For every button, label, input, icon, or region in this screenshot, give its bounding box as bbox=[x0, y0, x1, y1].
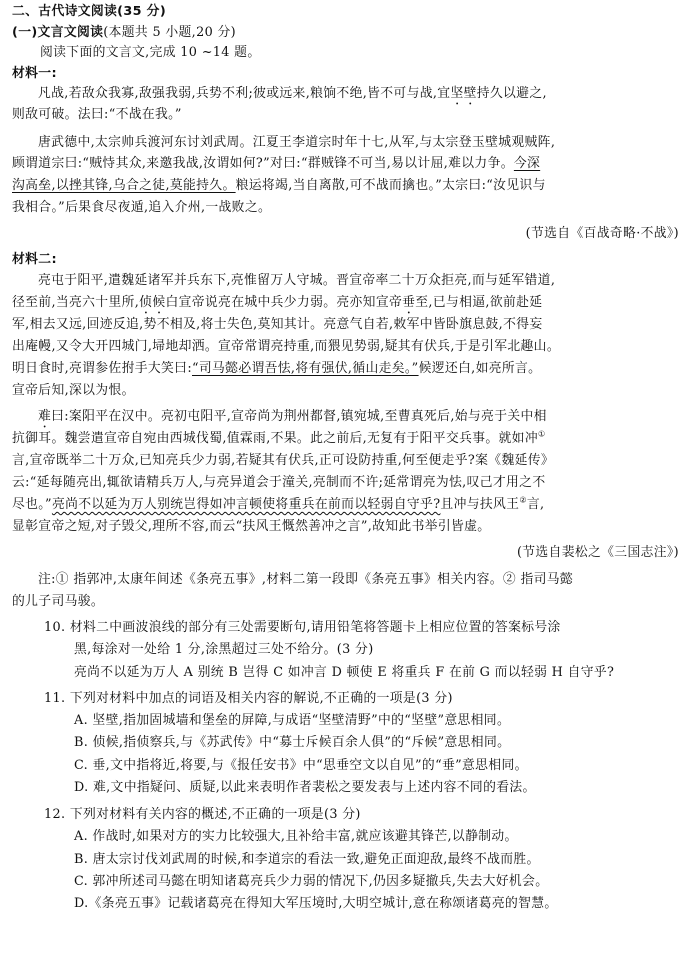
m1-source: (节选自《百战奇略·不战》) bbox=[525, 226, 679, 241]
subsection-title-rest: (本题共 5 小题,20 分) bbox=[103, 25, 236, 40]
m2-text: 明日食时,亮谓参佐拊手大笑曰: bbox=[12, 361, 192, 376]
wavy-underlined-sentence: 亮尚不以延为万人别统岂得如冲言顿使将重兵在前而以轻弱自守乎? bbox=[51, 497, 441, 512]
material-2-heading: 材料二: bbox=[12, 252, 57, 267]
option-d: D. 难,文中指疑问、质疑,以此来表明作者裴松之要发表与上述内容不同的看法。 bbox=[74, 780, 536, 795]
m2-line bbox=[38, 407, 547, 431]
m1-text: 凡战,若敌众我寡,敌强我弱,兵势不利;彼或远来,粮饷不绝,皆不可与战,宜 bbox=[38, 86, 451, 101]
material-1-heading: 材料一: bbox=[12, 66, 57, 81]
question-number: 12. bbox=[44, 807, 66, 822]
question-stem: 下列对材料中加点的词语及相关内容的解说,不正确的一项是(3 分) bbox=[69, 691, 453, 706]
m2-line: 宣帝后知,深以为恨。 bbox=[12, 383, 135, 398]
option-d: D.《条亮五事》记载诸葛亮在得知大军压境时,大明空城计,意在称颂诸葛亮的智慧。 bbox=[74, 896, 558, 911]
m2-line: 出庵幔,又令大开四城门,埽地却洒。宣帝常谓亮持重,而猥见势弱,疑其有伏兵,于是引军北趣山。 bbox=[12, 339, 560, 354]
m2-text: 曰:案阳平在汉中。亮初屯阳平,宣帝尚为荆州都督,镇宛城,至曹真死后,始与亮于关中相 bbox=[51, 409, 547, 424]
m2-line: 军,相去又远,回迹反追,势不相及,将士失色,莫知其计。亮意气自若,敕军中皆卧旗息鼓,不得妄 bbox=[12, 317, 543, 332]
m2-text: 言, bbox=[526, 497, 545, 512]
m2-line: 亮屯于阳平,遣魏延诸军并兵东下,亮惟留万人守城。晋宣帝率二十万众拒亮,而与延军错道, bbox=[38, 273, 556, 288]
m2-text: 且冲与扶风王 bbox=[440, 497, 520, 512]
option-b: B. 侦候,指侦察兵,与《苏武传》中“募士斥候百余人俱”的“斥候”意思相同。 bbox=[74, 735, 511, 750]
question-number: 10. bbox=[44, 620, 66, 635]
option-c: C. 郭冲所述司马懿在明知诸葛亮兵少力弱的情况下,仍因多疑撤兵,失去大好机会。 bbox=[74, 874, 549, 889]
dotted-word-jianbi: 坚壁 bbox=[450, 86, 477, 101]
m1-text: 顾谓道宗曰:“贼恃其众,来邀我战,汝谓如何?”对曰:“群贼锋不可当,易以计屈,难以力争。 bbox=[12, 156, 514, 171]
question-12 bbox=[44, 805, 361, 824]
dotted-word-zhenhou: 侦候 bbox=[139, 295, 166, 310]
footnote-marker: ① bbox=[537, 429, 546, 439]
dotted-word-nan: 难 bbox=[38, 409, 52, 424]
m2-source: (节选自裴松之《三国志注》) bbox=[516, 545, 679, 560]
m2-line bbox=[12, 359, 541, 378]
question-10-line: 黑,每涂对一处给 1 分,涂黑超过三处不给分。(3 分) bbox=[74, 642, 374, 657]
m2-line bbox=[12, 495, 544, 514]
underlined-sentence: 今深 bbox=[513, 156, 541, 171]
m2-line: 云:“延每随亮出,辄欲请精兵万人,与亮异道会于潼关,亮制而不许;延常谓亮为怯,叹己才用之不 bbox=[12, 475, 546, 490]
footnote-line: 的儿子司马骏。 bbox=[12, 594, 105, 609]
footnote-marker: ② bbox=[519, 495, 527, 505]
m2-line: 显彰宣帝之短,对子毁父,理所不容,而云“扶风王慨然善冲之言”,故知此书举引皆虚。 bbox=[12, 519, 491, 534]
m2-line: 言,宣帝既举二十万众,已知亮兵少力弱,若疑其有伏兵,正可设防持重,何至便走乎?案《魏延传》 bbox=[12, 453, 555, 468]
option-a: A. 作战时,如果对方的实力比较强大,且补给丰富,就应该避其锋芒,以静制动。 bbox=[74, 829, 518, 844]
instruction-text: 阅读下面的文言文,完成 10 ~14 题。 bbox=[40, 45, 261, 60]
underlined-sentence: “司马懿必谓吾怯,将有强伏,循山走矣。” bbox=[192, 361, 419, 376]
m1-line: 我相合。”后果食尽夜遁,追入介州,一战败之。 bbox=[12, 200, 272, 215]
m2-text: 至,已与相逼,欲前赴延 bbox=[415, 295, 543, 310]
m2-line bbox=[12, 429, 546, 448]
dotted-word-chui: 垂 bbox=[402, 295, 416, 310]
question-10-sentence: 亮尚不以延为万人 A 别统 B 岂得 C 如冲言 D 顿使 E 将重兵 F 在前 G 而以轻弱 H 自守乎? bbox=[74, 665, 615, 680]
subsection-title-bold: (一)文言文阅读 bbox=[12, 25, 104, 40]
m1-line bbox=[12, 154, 540, 173]
option-a: A. 坚壁,指加固城墙和堡垒的屏障,与成语“坚壁清野”中的“坚壁”意思相同。 bbox=[74, 713, 511, 728]
question-stem: 材料二中画波浪线的部分有三处需要断句,请用铅笔将答题卡上相应位置的答案标号涂 bbox=[69, 620, 561, 635]
m2-text: 尽也。” bbox=[12, 497, 52, 512]
m2-line bbox=[12, 293, 542, 317]
question-10 bbox=[44, 618, 561, 637]
m2-text: 候逻还白,如亮所言。 bbox=[418, 361, 542, 376]
question-stem: 下列对材料有关内容的概述,不正确的一项是(3 分) bbox=[69, 807, 361, 822]
m1-text: 粮运将竭,当自离散,可不战而擒也。”太宗曰:“汝见识与 bbox=[235, 178, 546, 193]
question-11 bbox=[44, 689, 453, 708]
m1-text: 持久以避之, bbox=[476, 86, 547, 101]
option-c: C. 垂,文中指将近,将要,与《报任安书》中“思垂空文以自见”的“垂”意思相同。 bbox=[74, 758, 528, 773]
underlined-sentence: 沟高垒,以挫其锋,乌合之徒,莫能持久。 bbox=[12, 178, 236, 193]
question-number: 11. bbox=[44, 691, 66, 706]
m2-text: 白宣帝说亮在城中兵少力弱。亮亦知宣帝 bbox=[165, 295, 403, 310]
option-b: B. 唐太宗讨伐刘武周的时候,和李道宗的看法一致,避免正面迎敌,最终不战而胜。 bbox=[74, 852, 540, 867]
m1-line: 则敌可破。法曰:“不战在我。” bbox=[12, 107, 182, 122]
m2-text: 抗御耳。魏尝遣宣帝自宛由西城伐蜀,值霖雨,不果。此之前后,无复有于阳平交兵事。就如冲 bbox=[12, 431, 538, 446]
footnote-line: 注:① 指郭冲,太康年间述《条亮五事》,材料二第一段即《条亮五事》相关内容。② 指司马懿 bbox=[38, 572, 574, 587]
subsection-title bbox=[12, 23, 236, 42]
m1-line bbox=[12, 176, 546, 195]
m1-line: 唐武德中,太宗帅兵渡河东讨刘武周。江夏王李道宗时年十七,从军,与太宗登玉壁城观贼阵, bbox=[38, 135, 556, 150]
m2-text: 径至前,当亮六十里所, bbox=[12, 295, 140, 310]
section-title: 二、古代诗文阅读(35 分) bbox=[12, 4, 167, 19]
